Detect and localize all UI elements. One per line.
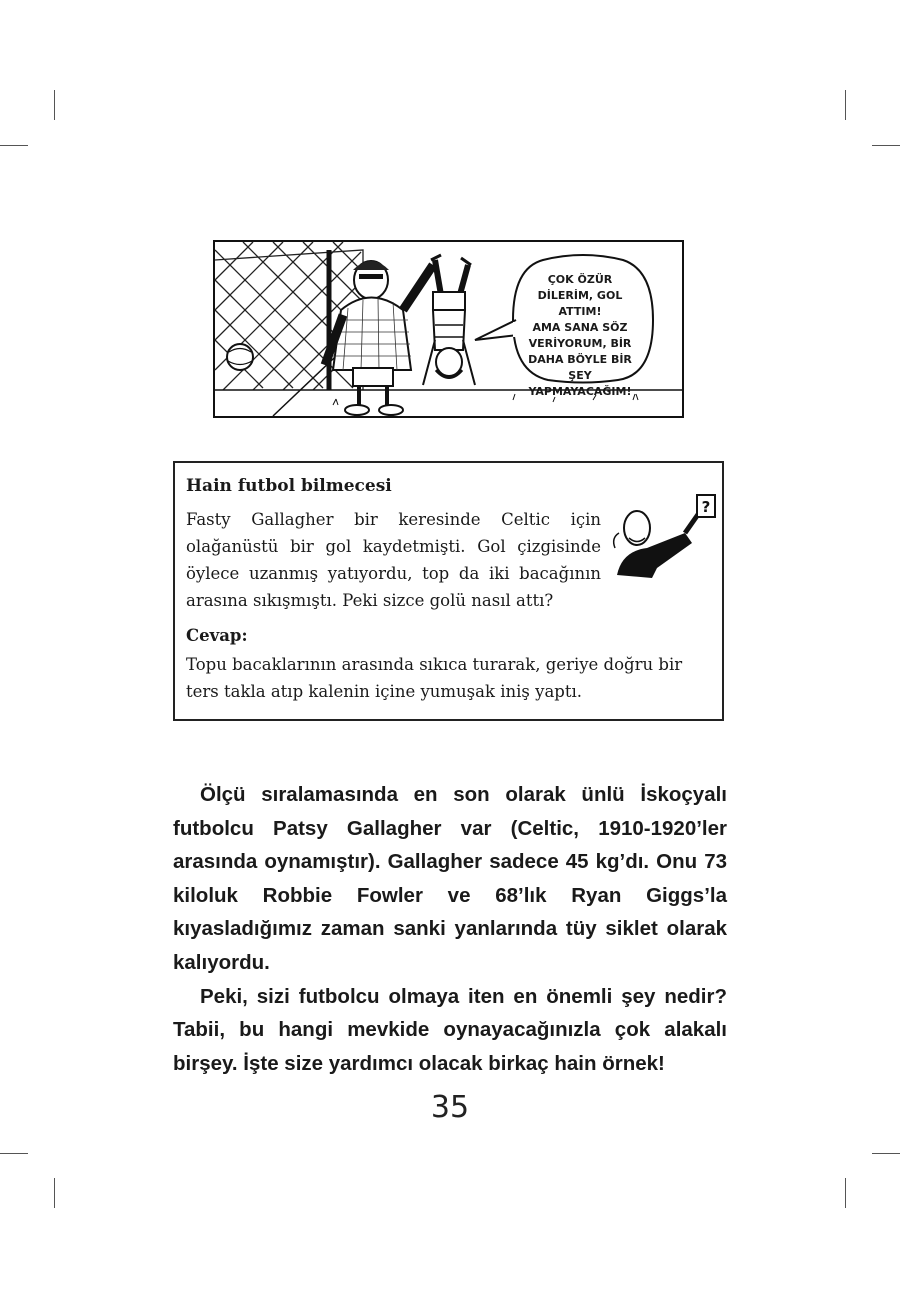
speech-bubble-line: VERİYORUM, BİR — [528, 337, 632, 350]
speech-bubble-line: DAHA BÖYLE BİR ŞEY — [528, 353, 632, 382]
speech-bubble-line: AMA SANA SÖZ — [532, 321, 628, 334]
crop-mark — [0, 1153, 28, 1154]
speech-bubble-text — [519, 272, 641, 400]
crop-mark — [845, 90, 846, 120]
speech-bubble-line: ÇOK ÖZÜR — [547, 273, 613, 286]
riddle-box — [173, 461, 724, 721]
page-number: 35 — [430, 1090, 470, 1125]
speech-bubble-line: DİLERİM, GOL ATTIM! — [537, 289, 623, 318]
answer-label: Cevap: — [186, 626, 248, 645]
crop-mark — [872, 145, 900, 146]
crop-mark — [54, 1178, 55, 1208]
crop-mark — [0, 145, 28, 146]
speech-bubble-line: YAPMAYACAĞIM! — [528, 385, 632, 398]
referee-illustration — [607, 493, 721, 579]
main-text — [173, 778, 727, 1080]
answer-text: Topu bacaklarının arasında sıkıca turarak, geriye doğru bir ters takla atıp kalenin içine yumuşak iniş yaptı. — [186, 655, 683, 701]
cartoon-illustration — [213, 240, 684, 418]
riddle-question: Fasty Gallagher bir keresinde Celtic için olağanüstü bir gol kaydetmişti. Gol çizgisinde öylece uzanmış yatıyordu, top da iki bacağının arasına sıkışmıştı. Peki sizce golü nasıl attı? — [186, 510, 601, 610]
crop-mark — [872, 1153, 900, 1154]
riddle-question-block — [186, 498, 717, 614]
crop-mark — [845, 1178, 846, 1208]
crop-mark — [54, 90, 55, 120]
body-paragraph: Peki, sizi futbolcu olmaya iten en önemli şey nedir? Tabii, bu hangi mevkide oynayacağınızla çok alakalı birşey. İşte size yardımcı olacak birkaç hain örnek! — [173, 984, 727, 1075]
referee-card-mark: ? — [701, 498, 711, 516]
body-paragraph: Ölçü sıralamasında en son olarak ünlü İskoçyalı futbolcu Patsy Gallagher var (Celtic, 1910-1920’ler arasında oynamıştır). Gallagher sadece 45 kg’dı. Onu 73 kiloluk Robbie Fowler ve 68’lık Ryan Giggs’la kıyasladığımız zaman sanki yanlarında tüy siklet olarak kalıyordu. — [173, 783, 727, 974]
riddle-title: Hain futbol bilmecesi — [186, 476, 392, 496]
